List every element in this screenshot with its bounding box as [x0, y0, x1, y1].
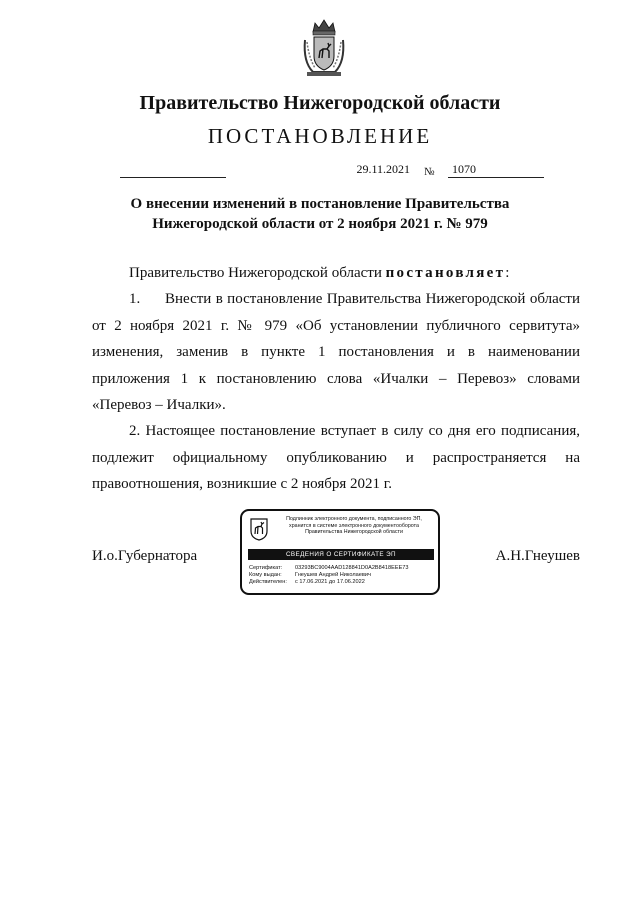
document-subject [100, 194, 540, 234]
subject-line-1: О внесении изменений в постановление Правительства [130, 196, 510, 212]
signatory-name: А.Н.Гнеушев [495, 548, 580, 564]
stamp-validity-row [249, 579, 365, 586]
stamp-deer-icon [249, 517, 269, 541]
certificate-label: Сертификат: [249, 565, 283, 571]
paragraph-1-text: Внести в постановление Правительства Нижегородской области от 2 ноября 2021 г. № 979 «Об установлении публичного сервитута» изменения, заменив в пункте 1 постановления и в наименовании приложения 1 к постановлению слова «Ичалки – Перевоз» словами «Перевоз – Ичалки». [92, 291, 580, 414]
paragraph-2: 2. Настоящее постановление вступает в силу со дня его подписания, подлежит официальному опубликованию и распространяется на правоотношения, возникшие с 2 ноября 2021 г. [92, 423, 580, 493]
intro-paragraph [92, 260, 580, 286]
stamp-notice-line-1: Подлинник электронного документа, подписанного ЭП, [286, 516, 422, 522]
coat-of-arms-emblem [301, 18, 347, 78]
stamp-notice [272, 516, 436, 536]
stamp-notice-line-3: Правительства Нижегородской области [305, 529, 403, 536]
document-type-heading: ПОСТАНОВЛЕНИЕ [207, 124, 433, 148]
electronic-signature-stamp [240, 509, 440, 595]
owner-value: Гнеушев Андрей Николаевич [295, 572, 371, 578]
signatory-position: И.о.Губернатора [92, 548, 198, 564]
paragraph-1 [92, 286, 580, 418]
document-date: 29.11.2021 [356, 162, 410, 176]
stamp-certificate-row [249, 565, 409, 572]
intro-verb: постановляет [385, 265, 506, 281]
validity-value: с 17.06.2021 до 17.06.2022 [295, 579, 365, 585]
paragraph-1-number: 1. [129, 291, 141, 308]
stamp-certificate-title: СВЕДЕНИЯ О СЕРТИФИКАТЕ ЭП [248, 549, 434, 560]
document-number: 1070 [448, 162, 544, 178]
stamp-notice-line-2: хранится в системе электронного документооборота [289, 522, 419, 529]
intro-tail: : [505, 265, 510, 281]
certificate-value: 03293BC9004AAD128841D0A2B8418EEE73 [295, 565, 409, 571]
blank-signature-line [120, 176, 226, 178]
subject-line-2: Нижегородской области от 2 ноября 2021 г. № 979 [152, 216, 488, 232]
validity-label: Действителен: [249, 579, 287, 585]
number-label: № [424, 166, 435, 178]
owner-label: Кому выдан: [249, 572, 282, 578]
organization-title: Правительство Нижегородской области [139, 92, 501, 114]
stamp-owner-row [249, 572, 371, 579]
intro-lead: Правительство Нижегородской области [129, 265, 386, 281]
document-body [92, 260, 580, 498]
